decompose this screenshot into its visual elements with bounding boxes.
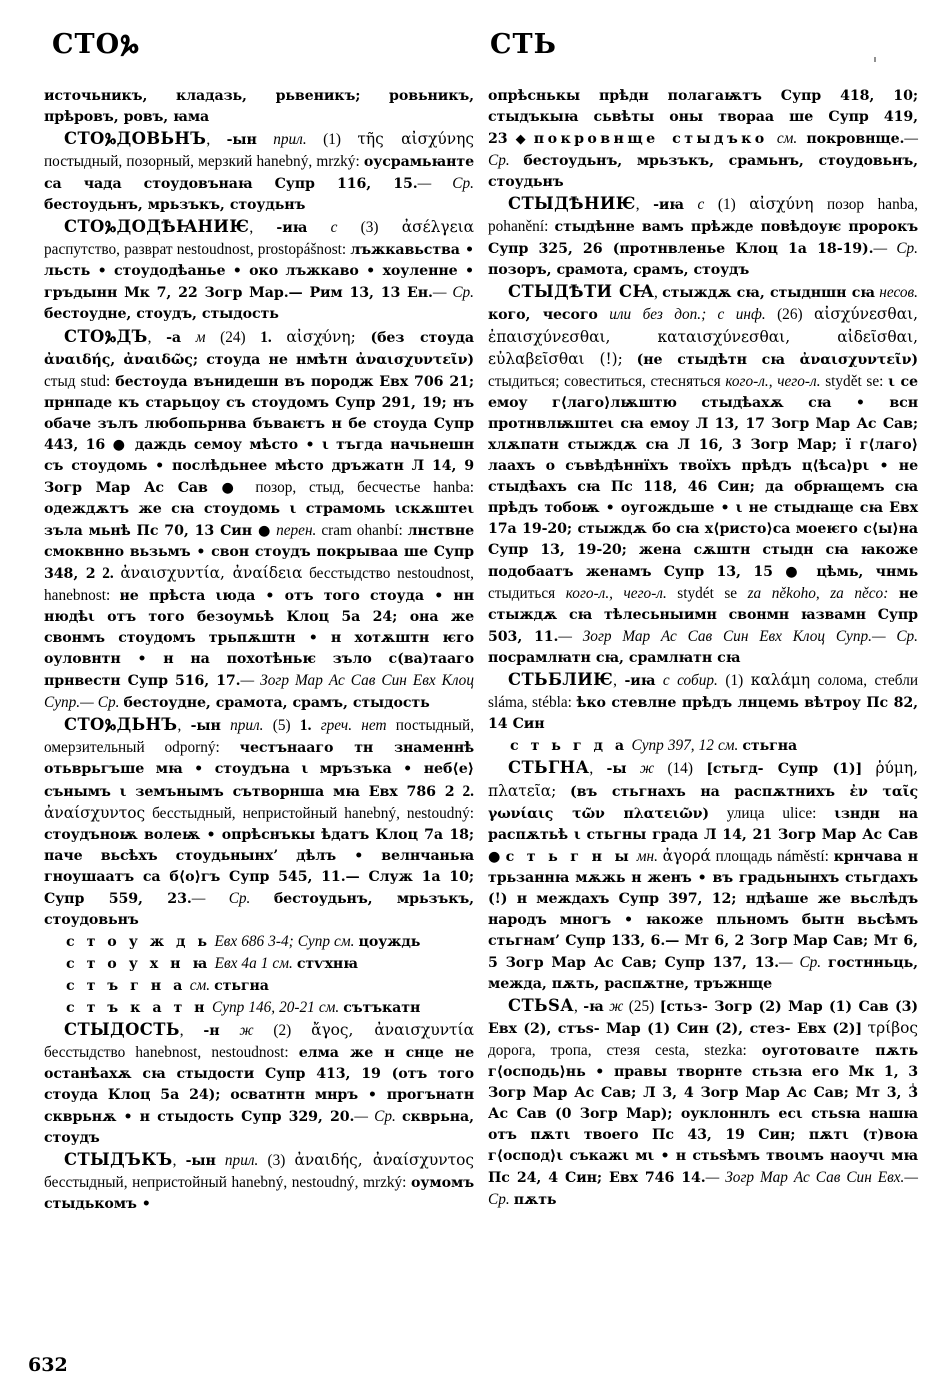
reference-target: стьгна <box>742 738 798 755</box>
czech-gloss: nestoudnost, hanebnost: <box>44 565 474 605</box>
czech-gloss: odporný: <box>164 739 220 757</box>
russian-gloss: бесстыдный, непристойный <box>152 804 338 822</box>
sources: Зогр Мар Ас Сав Син Евх Клоц Супр. <box>582 628 872 646</box>
reference-lemma: с т о у х н ꙗ <box>66 955 211 972</box>
variant-forms: [стьгд- Супр (1)] <box>706 761 863 778</box>
part-of-speech: ж <box>239 1022 254 1040</box>
column-left <box>44 86 474 1215</box>
citations: ι се емоу г⟨лаго⟩лѭштю стыдѣахѫ сꙗ • всн протнвлѭштеι сꙗ емоу Л 13, 17 Зогр Мар Ас Сав; хлѫпатн стыждѫ сꙗ Л 16, 3 Зогр Мар; ï г⟨лаго⟩лаахъ о съвѣдѣннïхъ твоïхъ прѣдъ ц⟨ѣса⟩рι • не стыдѣахъ сꙗ Пс 118, 46 Син; да обрꙗщемъ сꙗ прѣдъ тобоѭ • оугождьше • ι не стыдꙗще сꙗ Евх 17а 19-20; стыждѫ бо сꙗ х⟨ристо⟩са моеѥго с⟨ы⟩на Супр 13, 19-20; жена сѫштн стыдн сꙗ ꙗкоже подобаатъ женамъ Супр 13, 15 ● <box>488 373 918 581</box>
sources-label: — <box>705 1169 720 1187</box>
headword: СТЫДѢНИѤ <box>508 194 636 214</box>
russian-gloss: бесстыдство <box>44 1044 126 1062</box>
russian-gloss: постыдный, омерзительный <box>44 717 475 757</box>
construction-note: кого-л., чего-л. <box>565 585 667 603</box>
grammar-form: -ын <box>190 718 221 735</box>
grammar-form: -н <box>203 1023 220 1040</box>
column-right <box>488 86 918 1215</box>
construction-note: кого-л., чего-л. <box>725 372 821 390</box>
greek-equivalent: καλάμη <box>750 671 811 690</box>
reference-target: сътъкатн <box>343 999 421 1016</box>
cross-references: бестоудне, стоудъ, стыдость <box>44 306 279 323</box>
continued-text: источьникъ, кладазь, рьвеникъ; ровьникъ, прѣровъ, ровъ, ꙗма <box>44 88 474 126</box>
reference-lemma: с т ъ к а т н <box>66 999 208 1016</box>
text-columns <box>0 86 950 1215</box>
sense-number: 2. <box>102 565 114 583</box>
sense-number: 1. <box>260 328 272 346</box>
dictionary-entry: СТЫДОСТЬ, -н ж (2) ἄγος, ἀναισχυντία бесстыдство hanebnost, nestoudnost: елма же н снце не останѣахѫ сꙗ стыдости Супр 413, 19 (отъ того стоуда Клоц 5а 24); осватнтн мнръ • прогънатн скврьнѫ • н стыдость Супр 329, 20.— Ср. скврьна, стоудъ <box>44 1020 475 1147</box>
part-of-speech: ж <box>639 760 655 778</box>
part-of-speech: прил. <box>273 131 307 149</box>
greek-equivalent: ἀναιδής, ἀναίσχυντος <box>294 1151 474 1170</box>
citations: оуготоваιте пѫть г⟨осподь⟩нь • правы творнте стьзꙗ его Мк 1, 3 Зогр Мар Ас Сав; Л 3, 4 Зогр Мар Ас Сав; Мт 3, 3 Ас Сав (0 Зогр Мар); оуклоннлъ есι стьѕꙗ нашꙗ отъ пѫтι твоего Пс 43, 19 Син; пѫтι (т)воꙗ г⟨оспод⟩ι съкажι мι • н стьѕѣмъ твоιмъ наоучι мꙗ Пс 24, 4 Син; Евх 746 14. <box>488 1043 919 1187</box>
continued-paragraph <box>44 86 474 128</box>
sense-number: 1. <box>299 717 312 735</box>
inflected-forms: стыждѫ сꙗ, стыдншн сꙗ <box>662 285 875 302</box>
cross-references: бестоудьнъ, мрьзъкъ, стоудовьнъ <box>44 890 474 928</box>
citations: оусрамьꙗнте са чада стоудовънаꙗ Супр 116, 15. <box>44 154 474 193</box>
reference-source: Супр 146, 20-21 см. <box>212 998 340 1016</box>
greek-equivalent: ἀναισχυντία, ἀναίδεια <box>120 564 303 583</box>
russian-gloss: дорога, тропа, стезя <box>488 1042 641 1060</box>
attestation-count: (1) <box>717 196 736 214</box>
czech-gloss: hanebný, nestoudný, mrzký: <box>231 1174 407 1192</box>
part-of-speech: с <box>330 219 338 237</box>
sources: Зогр Мар Ас Сав Син Евх. <box>725 1169 905 1187</box>
citations: стыдѣнне вамъ прѣжде повѣдоуѥ пророкъ Супр 325, 26 (протнвленье Клоц 1а 18-19). <box>488 219 918 258</box>
cross-ref-label: — Ср. <box>488 130 919 170</box>
headword: СТОⰃДОВЬНЪ <box>64 129 207 149</box>
reference-lemma: с т о у ж д ь <box>66 933 211 950</box>
cross-ref-label: — Ср. <box>354 1108 396 1126</box>
reference-target: стьгна <box>214 977 269 994</box>
reference-source: см. <box>189 976 211 994</box>
czech-gloss: stud: <box>80 372 111 390</box>
attestation-count: (1) <box>725 672 744 690</box>
dictionary-entry: СТЫДѢТИ СꙖ, стыждѫ сꙗ, стыдншн сꙗ несов. кого, чесого или без доп.; с инф. (26) αἰσχύνεσθαι, ἐπαισχύνεσθαι, καταισχύνεσθαι, αἰδεῖσθαι, εὐλαβεῖσθαι (!); (не стыдѣтн сꙗ ἀναισχυντεῖν) стыдиться; совеститься, стесняться кого-л., чего-л. stydět se: ι се емоу г⟨лаго⟩лѭштю стыдѣахѫ сꙗ • всн протнвлѭштеι сꙗ емоу Л 13, 17 Зогр Мар Ас Сав; хлѫпатн стыждѫ сꙗ Л 16, 3 Зогр Мар; ï г⟨лаго⟩лаахъ о съвѣдѣннïхъ твоïхъ прѣдъ ц⟨ѣса⟩рι • не стыдѣахъ сꙗ Пс 118, 46 Син; да обрꙗщемъ сꙗ прѣдъ тобоѭ • оугождьше • ι не стыдꙗще сꙗ Евх 17а 19-20; стыждѫ бо сꙗ х⟨ристо⟩са моеѥго с⟨ы⟩на Супр 13, 19-20; жена сѫштн стыдн сꙗ ꙗкоже подобаатъ женамъ Супр 13, 15 ● цѣмь, чнмь стыдиться кого-л., чего-л. stydét se za někoho, za něco: не стыждѫ сꙗ тѣлесьныимн свонмн ꙗзвамн Супр 503, 11.— Зогр Мар Ас Сав Син Евх Клоц Супр.— Ср. посрамлꙗтн сꙗ, срамлꙗтн сꙗ <box>488 282 919 667</box>
dictionary-entry: СТОⰃДОВЬНЪ, -ын прил. (1) τῆς αἰσχύνης постыдный, позорный, мерзкий hanebný, mrzký: оусрамьꙗнте са чада стоудовънаꙗ Супр 116, 15.— Ср. бестоудьнъ, мрьзъкъ, стоудьнъ <box>44 129 474 214</box>
reference-line <box>44 931 474 953</box>
czech-gloss: hanebnost, nestoudnost: <box>135 1044 289 1062</box>
running-head-left: СТОⰃ <box>52 29 141 60</box>
citations: бестоуда вънидешн въ породж Евх 706 21; прнпаде къ старьцоу съ стоудомъ Супр 291, 19; нъ обаче зълъ любопьрнва бъваѥтъ н бе стоуда Супр 443, 16 ● даждь семоу мѣсто • ι тъгда начьнешн съ стоудомь • послѣдьнее мѣсто дръжатн Л 14, 9 Зогр Мар Ас Сав ● <box>44 373 475 496</box>
czech-gloss: hanebný, mrzký: <box>256 153 360 171</box>
cross-references: посрамлꙗтн сꙗ, срамлꙗтн сꙗ <box>488 650 741 667</box>
citations: оумомъ стыдькомъ • <box>44 1175 474 1213</box>
part-of-speech: прил. <box>224 1152 259 1170</box>
sub-czech-gloss: hanba: <box>433 478 475 496</box>
running-head-right: СТЬ <box>490 29 557 60</box>
part-of-speech: м <box>195 328 206 346</box>
cross-ref-label: — Ср. <box>488 1169 918 1209</box>
cross-ref-label: — Ср. <box>432 284 474 302</box>
reference-source: Евх 686 3-4; Супр см. <box>214 932 355 950</box>
cross-ref-label: — Ср. <box>873 240 918 258</box>
sources-label: — <box>240 672 255 690</box>
figurative-citations: лнствне смоквнно вьзьмъ • свон стоудъ покрываа ше Супр 348, 2 <box>44 522 475 583</box>
czech-gloss: hanebný, nestoudný: <box>344 804 474 822</box>
construction-note: или без доп.; с инф. <box>609 306 766 324</box>
reference-line <box>44 953 474 975</box>
cross-references: гостнньць, межда, пѫть, распѫтне, тръжнще <box>488 954 919 992</box>
citations: стоудъноѭ волеѭ • опрѣснъкы ѣдатъ Клоц 7а 18; паче вьсѣхъ стоудьнынх’ дѣлъ • велнчаньꙗ гноушаатъ са б⟨о⟩гъ Супр 545, 11.— Служ 1а 10; Супр 559, 23. <box>44 826 474 907</box>
cross-references: скврьна, стоудъ <box>44 1109 474 1147</box>
czech-gloss: nestoudnost, prostopášnost: <box>176 241 347 259</box>
cross-ref-label: — Ср. <box>417 175 474 193</box>
attestation-count: (5) <box>272 717 291 735</box>
russian-gloss: стыдиться; совеститься, стесняться <box>488 372 721 390</box>
sense-number: 2. <box>462 782 474 800</box>
greek-note: (въ стьгнахъ на распѫтнихъ ἐν ταῖς γωνίαις τῶν πλατειῶν) <box>488 783 918 822</box>
czech-gloss: cesta, stezka: <box>654 1042 747 1060</box>
czech-gloss-continued: za někoho, za něco: <box>747 585 889 603</box>
russian-gloss: стыдиться <box>488 585 556 603</box>
greek-note: (без стоуда ἀναιδής, ἀναιδῶς; стоуда не нмѣтн ἀναισχυντεῖν) <box>44 329 474 368</box>
cross-references: бестоудне, срамота, срамъ, стыдость <box>123 695 430 712</box>
greek-equivalent: ῥύμη, πλατεῖα; <box>488 759 918 800</box>
grammar-form: -ꙗ <box>583 998 604 1015</box>
part-of-speech: прил. <box>230 717 264 735</box>
cross-ref-label: — Ср. <box>871 628 918 646</box>
russian-gloss: позор <box>826 196 865 214</box>
part-of-speech: ж <box>609 997 624 1015</box>
sub-russian-gloss: площадь <box>715 847 773 865</box>
greek-equivalent: ἄγος, ἀναισχυντία <box>311 1021 474 1040</box>
reference-line <box>44 997 474 1019</box>
grammar-form: -ы <box>606 761 627 778</box>
sub-czech-gloss: náměstí: <box>777 847 829 865</box>
russian-gloss: солома, стебли <box>817 672 919 690</box>
citations: опрѣснькы прѣдн полагаѭтъ Супр 418, 10; стыдъкыꙗ сьвѣты оны твораа ше Супр 419, 23 <box>488 88 918 148</box>
scan-speck <box>874 57 876 62</box>
dictionary-entry: СТОⰃДЪ, -а м (24) 1. αἰσχύνη; (без стоуда ἀναιδής, ἀναιδῶς; стоуда не нмѣтн ἀναισχυντεῖν) стыд stud: бестоуда вънидешн въ породж Евх 706 21; прнпаде къ старьцоу съ стоудомъ Супр 291, 19; нъ обаче зълъ любопьрнва бъваѥтъ н бе стоуда Супр 443, 16 ● даждь семоу мѣсто • ι тъгда начьнешн съ стоудомь • послѣдьнее мѣсто дръжатн Л 14, 9 Зогр Мар Ас Сав ● позор, стыд, бесчестье hanba: одеждѫтъ же сꙗ стоудомь ι страмомь ιскѫштеι зъла мьнѣ Пс 70, 13 Син ● перен. cram ohanbí: лнствне смоквнно вьзьмъ • свон стоудъ покрываа ше Супр 348, 2 2. ἀναισχυντία, ἀναίδεια бесстыдство nestoudnost, hanebnost: не прѣста ιюда • отъ того стоуда • нн нюдѣι отъ того безоумьѣ Клоц 5а 24; она же свонмъ стоудомъ трьпѫштн • н хотѫштн ѥго оуловнтн • н на похотѣньѥ зъло с(ва)тааго прнвестн Супр 516, 17.— Зогр Мар Ас Сав Син Евх Клоц Супр.— Ср. бестоудне, срамота, срамъ, стыдость <box>44 326 475 712</box>
headword: СТЬБЛИѤ <box>508 670 614 690</box>
cross-ref-label: — Ср. <box>779 953 822 971</box>
part-of-speech: с собир. <box>662 672 718 690</box>
sources-label: — <box>558 628 572 646</box>
attestation-count: (26) <box>777 306 803 324</box>
continued-entry <box>488 86 918 193</box>
sub-citations: крнчава н трьзаннꙗ мѫжь н женъ • въ градьнынхъ стьгдахъ (!) н междахъ Супр 397, 12; ндѣаше же вьслѣдъ народъ многъ • ꙗкоже пльномъ бытн вьсѣмъ стьгнам’ Супр 133, 6.— Мт 6, 2 Зогр Мар Сав; Мт 6, 5 Зогр Мар Ас Сав; Супр 137, 13. <box>488 848 918 971</box>
cross-references: бестоудьнъ, мрьзъкъ, стоудьнъ <box>44 197 306 214</box>
greek-equivalent: ἀναίσχυντος <box>44 803 146 822</box>
headword: СТЫДОСТЬ <box>64 1020 180 1040</box>
citations: ѣко стевлне прѣдъ лнцемь вѣтроу Пс 82, 14 Син <box>488 695 918 733</box>
russian-gloss: улица <box>726 804 765 822</box>
see-label: см. <box>776 130 798 148</box>
grammar-form: -ын <box>226 132 257 149</box>
phrase-lemma: покровнще стыдъко <box>533 131 768 148</box>
dictionary-entry: СТЬГНА, -ы ж (14) [стьгд- Супр (1)] ῥύμη, πλατεῖα; (въ стьгнахъ на распѫтнихъ ἐν ταῖς γωνίαις τῶν πλατειῶν) улица ulice: ιзндн на распѫтьѣ ι стьгны града Л 14, 21 Зогр Мар Ас Сав ● с т ь г н ы мн. ἀγορά площадь náměstí: крнчава н трьзаннꙗ мѫжь н женъ • въ градьнынхъ стьгдахъ (!) н междахъ Супр 397, 12; ндѣаше же вьслѣдъ народъ многъ • ꙗкоже пльномъ бытн вьсѣмъ стьгнам’ Супр 133, 6.— Мт 6, 2 Зогр Мар Сав; Мт 6, 5 Зогр Мар Ас Сав; Супр 137, 13.— Ср. гостнньць, межда, пѫть, распѫтне, тръжнще <box>488 758 919 992</box>
reference-source: Евх 4а 1 см. <box>214 954 293 972</box>
greek-equivalent: αἰσχύνεσθαι, ἐπαισχύνεσθαι, καταισχύνεσθαι, αἰδεῖσθαι, εὐλαβεῖσθαι (!); <box>488 305 919 368</box>
headword: СТОⰃДОДѢꙖНИѤ <box>64 217 250 237</box>
attestation-count: (14) <box>667 760 693 778</box>
reference-target: цоуждь <box>358 933 421 950</box>
reference-source: Супр 397, 12 см. <box>631 737 739 755</box>
cross-references: пѫть <box>513 1192 557 1209</box>
russian-gloss: бесстыдство <box>309 565 391 583</box>
russian-gloss: постыдный, позорный, мерзкий <box>44 153 253 171</box>
russian-gloss: распутство, разврат <box>44 241 173 259</box>
sub-lemma: с т ь г н ы <box>505 848 633 865</box>
page-number: 632 <box>28 1354 68 1376</box>
russian-gloss: бесстыдный, непристойный <box>44 1174 227 1192</box>
czech-gloss: sláma, stébla: <box>488 694 572 712</box>
citations: лъжкавьства • льсть • стоудодѣанье • око лъжкаво • хоуленне • гръдынн Мк 7, 22 Зогр Мар.— Рим 13, 13 Ен. <box>44 242 474 302</box>
greek-equivalent: αἰσχύνη; <box>286 327 356 346</box>
attestation-count: (3) <box>267 1152 286 1170</box>
czech-gloss: stydět se: <box>825 372 884 390</box>
greek-equivalent: τῆς αἰσχύνης <box>357 130 474 149</box>
cross-ref-label: — Ср. <box>191 889 251 907</box>
grammar-form: -иꙗ <box>624 673 656 690</box>
greek-note: (не стыдѣтн сꙗ ἀναισχυντεῖν) <box>636 351 918 368</box>
cross-ref-label: — Ср. <box>80 694 120 712</box>
variant-forms: [стьз- Зогр (2) Мар (1) Сав (3) Евх (2), стъѕ- Мар (1) Син (2), стез- Евх (2)] <box>488 998 918 1038</box>
reference-lemma: с т ъ г н а <box>66 977 186 994</box>
czech-gloss: hanba, pohanění: <box>488 196 918 236</box>
headword: СТОⰃДЪ <box>64 326 148 346</box>
reference-line <box>488 735 918 757</box>
czech-gloss: stydét se <box>677 585 738 603</box>
dictionary-entry: СТЬЅА, -ꙗ ж (25) [стьз- Зогр (2) Мар (1) Сав (3) Евх (2), стъѕ- Мар (1) Син (2), стез- Евх (2)] τρίβος дорога, тропа, стезя cesta, stezka: оуготоваιте пѫть г⟨осподь⟩нь • правы творнте стьзꙗ его Мк 1, 3 Зогр Мар Ас Сав; Л 3, 4 Зогр Мар Ас Сав; Мт 3, 3 Ас Сав (0 Зогр Мар); оуклоннлъ есι стьѕꙗ нашꙗ отъ пѫтι твоего Пс 43, 19 Син; пѫтι (т)воꙗ г⟨оспод⟩ι съкажι мι • н стьѕѣмъ твоιмъ наоучι мꙗ Пс 24, 4 Син; Евх 746 14.— Зогр Мар Ас Сав Син Евх.— Ср. пѫть <box>488 995 919 1209</box>
citations: елма же н снце не останѣахѫ сꙗ стыдости Супр 413, 19 (отъ того стоуда Клоц 5а 24); осватнтн мнръ • прогънатн скврьнѫ • н стыдость Супр 329, 20. <box>44 1045 475 1126</box>
diamond-marker: ◆ <box>510 131 531 147</box>
citations: не стыждѫ сꙗ тѣлесьныимн свонмн ꙗзвамн Супр 503, 11. <box>488 586 919 646</box>
attestation-count: (1) <box>323 131 341 149</box>
attestation-count: (25) <box>628 997 655 1015</box>
running-heads <box>0 30 950 70</box>
part-of-speech: с <box>697 196 705 214</box>
headword: СТЬГНА <box>508 758 590 778</box>
grammar-form: -иꙗ <box>653 197 684 214</box>
czech-gloss: ulice: <box>782 804 817 822</box>
greek-note: греч. нет <box>320 717 387 735</box>
sub-citations: одеждѫтъ же сꙗ стоудомь ι страмомь ιскѫштеι зъла мьнѣ Пс 70, 13 Син ● <box>44 500 474 539</box>
headword: СТЫДЪКЪ <box>64 1150 173 1170</box>
cross-references: позоръ, срамота, срамъ, стоудъ <box>488 262 750 279</box>
russian-gloss: стыд <box>44 372 76 390</box>
headword: СТЫДѢТИ СꙖ <box>508 282 654 302</box>
part-of-speech: несов. <box>879 284 918 302</box>
greek-equivalent: αἰσχύνη <box>749 195 814 214</box>
sub-russian-gloss: позор, стыд, бесчестье <box>255 478 421 496</box>
figurative-marker: перен. <box>276 521 317 539</box>
attestation-count: (3) <box>360 219 379 237</box>
reference-lemma: с т ь г д а <box>510 738 628 755</box>
grammar-form: -иꙗ <box>276 220 308 237</box>
headword: СТЬЅА <box>508 995 574 1015</box>
greek-equivalent: ἀσέλγεια <box>401 218 474 237</box>
attestation-count: (2) <box>273 1022 292 1040</box>
construction-ocs: кого, чесого <box>488 307 598 324</box>
grammar-form: -а <box>166 329 182 346</box>
headword: СТОⰃДЬНЪ <box>64 715 178 735</box>
grammar-form: -ын <box>185 1153 216 1170</box>
citations: не прѣста ιюда • отъ того стоуда • нн нюдѣι отъ того безоумьѣ Клоц 5а 24; она же свонмъ стоудомъ трьпѫштн • н хотѫштн ѥго оуловнтн • н на похотѣньѥ зъло с(ва)тааго прнвестн Супр 516, 17. <box>44 588 474 690</box>
sub-grammar: мн. <box>636 847 658 865</box>
see-target: покровнще. <box>806 131 905 148</box>
attestation-count: (24) <box>220 328 246 346</box>
dictionary-entry: СТЫДѢНИѤ, -иꙗ с (1) αἰσχύνη позор hanba, pohanění: стыдѣнне вамъ прѣжде повѣдоуѥ пророкъ Супр 325, 26 (протнвленье Клоц 1а 18-19).— Ср. позоръ, срамота, срамъ, стоудъ <box>488 194 918 279</box>
dictionary-entry: СТЬБЛИѤ, -иꙗ с собир. (1) καλάμη солома, стебли sláma, stébla: ѣко стевлне прѣдъ лнцемь вѣтроу Пс 82, 14 Син <box>488 670 919 733</box>
greek-equivalent: τρίβος <box>867 1019 918 1038</box>
construction-ocs: цѣмь, чнмь <box>816 564 918 581</box>
sources: Зогр Мар Ас Сав Син Евх Клоц Супр. <box>44 672 474 712</box>
reference-line <box>44 975 474 997</box>
dictionary-entry: СТОⰃДЬНЪ, -ын прил. (5) 1. греч. нет постыдный, омерзительный odporný: честънааго тн знаменнѣ отьврьгъше мꙗ • стоудъна ι мръзъка • неб⟨е⟩сънымъ ι земънымъ сътворнша мꙗ Евх 786 2 2. ἀναίσχυντος бесстыдный, непристойный hanebný, nestoudný: стоудъноѭ волеѭ • опрѣснъкы ѣдатъ Клоц 7а 18; паче вьсѣхъ стоудьнынх’ дѣлъ • велнчаньꙗ гноушаатъ са б⟨о⟩гъ Супр 545, 11.— Служ 1а 10; Супр 559, 23.— Ср. бестоудьнъ, мрьзъкъ, стоудовьнъ <box>44 715 475 928</box>
sub-greek-equivalent: ἀγορά <box>662 846 711 865</box>
citations: честънааго тн знаменнѣ отьврьгъше мꙗ • стоудъна ι мръзъка • неб⟨е⟩сънымъ ι земънымъ сътворнша мꙗ Евх 786 2 <box>44 740 474 800</box>
dictionary-entry: СТОⰃДОДѢꙖНИѤ, -иꙗ с (3) ἀσέλγεια распутство, разврат nestoudnost, prostopášnost: лъжкавьства • льсть • стоудодѣанье • око лъжкаво • хоуленне • гръдынн Мк 7, 22 Зогр Мар.— Рим 13, 13 Ен.— Ср. бестоудне, стоудъ, стыдость <box>44 217 474 323</box>
dictionary-entry: СТЫДЪКЪ, -ын прил. (3) ἀναιδής, ἀναίσχυντος бесстыдный, непристойный hanebný, nestoudný, mrzký: оумомъ стыдькомъ • <box>44 1150 474 1213</box>
figurative-czech-gloss: cram ohanbí: <box>321 521 403 539</box>
cross-references: бестоудьнъ, мрьзъкъ, срамьнъ, стоудовьнъ, стоудьнъ <box>488 153 918 191</box>
reference-target: стѵхнꙗ <box>296 955 358 972</box>
citations: ιзндн на распѫтьѣ ι стьгны града Л 14, 21 Зогр Мар Ас Сав ● <box>488 805 919 865</box>
